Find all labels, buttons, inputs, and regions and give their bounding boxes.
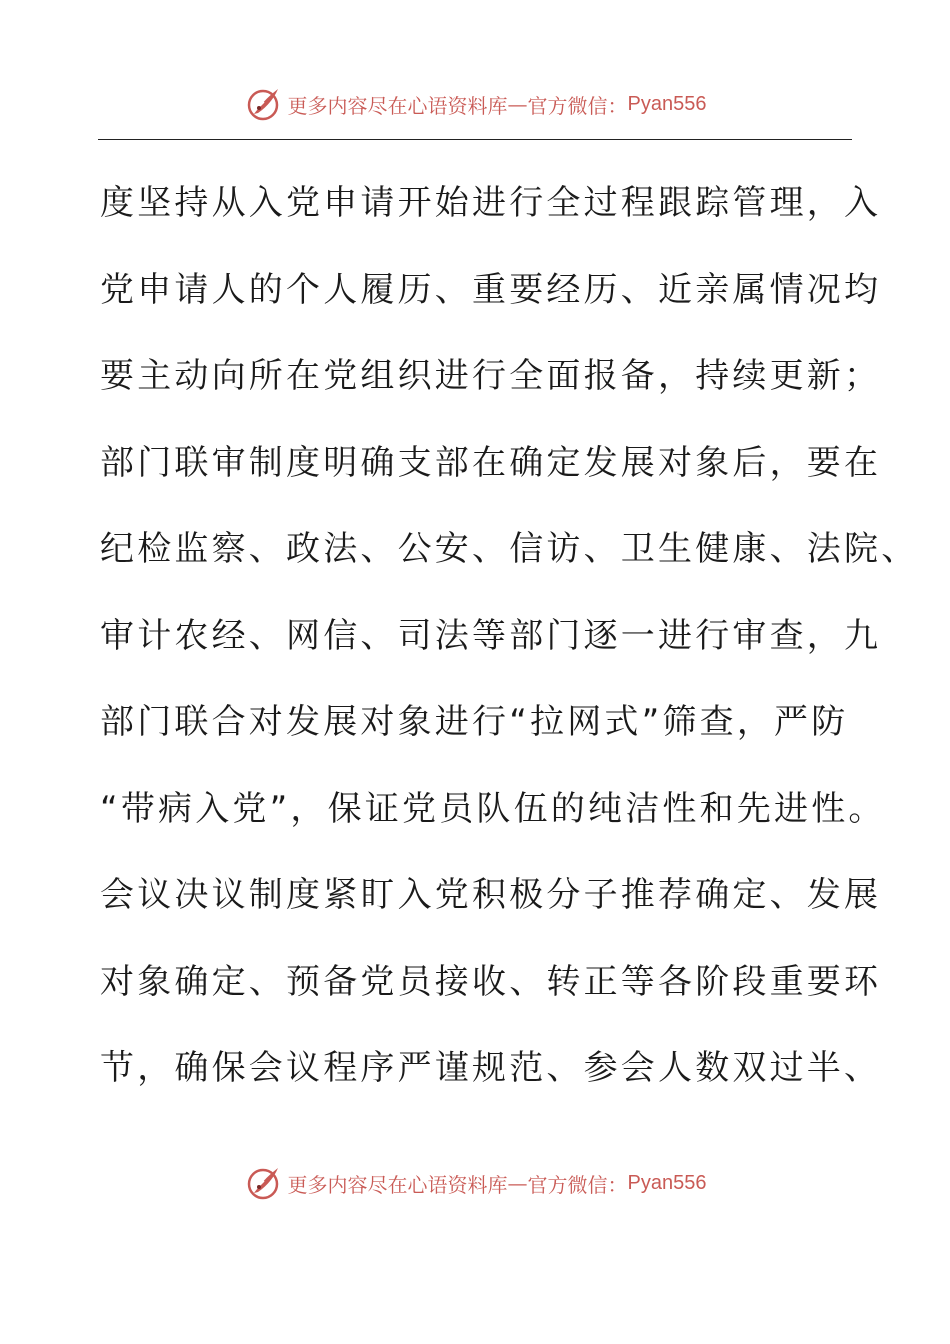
header-banner-id: Pyan556 — [627, 92, 707, 115]
text-line: 部门联审制度明确支部在确定发展对象后，要在 — [100, 442, 882, 483]
footer-banner-sub: 官方微信： — [527, 1172, 628, 1197]
text-line: 要主动向所在党组织进行全面报备，持续更新； — [100, 356, 882, 396]
header-banner-text: 更多内容尽在心语资料库 — [287, 93, 508, 118]
text-line: 纪检监察、政法、公安、信访、卫生健康、法院、 — [100, 529, 919, 569]
text-line: 节，确保会议程序严谨规范、参会人数双过半、 — [100, 1048, 882, 1088]
footer-banner — [0, 1161, 950, 1205]
header-divider — [98, 139, 852, 140]
header-banner — [0, 82, 950, 126]
text-line: 度坚持从入党申请开始进行全过程跟踪管理，入 — [100, 183, 882, 223]
footer-banner-id: Pyan556 — [627, 1171, 707, 1194]
quill-logo-icon — [244, 84, 284, 124]
header-banner-sub: 官方微信： — [527, 93, 628, 118]
footer-banner-text: 更多内容尽在心语资料库 — [287, 1172, 508, 1197]
text-line: “带病入党”，保证党员队伍的纯洁性和先进性。 — [100, 788, 886, 829]
text-line: 部门联合对发展对象进行“拉网式”筛查，严防 — [100, 702, 849, 742]
text-line: 党申请人的个人履历、重要经历、近亲属情况均 — [100, 269, 882, 310]
document-body — [100, 160, 919, 1112]
header-banner-separator: — — [507, 92, 528, 116]
text-line: 会议决议制度紧盯入党积极分子推荐确定、发展 — [100, 875, 882, 915]
quill-logo-icon — [244, 1163, 284, 1203]
text-line: 对象确定、预备党员接收、转正等各阶段重要环 — [100, 961, 882, 1002]
text-line: 审计农经、网信、司法等部门逐一进行审查，九 — [100, 615, 882, 656]
footer-banner-separator: — — [507, 1171, 528, 1195]
